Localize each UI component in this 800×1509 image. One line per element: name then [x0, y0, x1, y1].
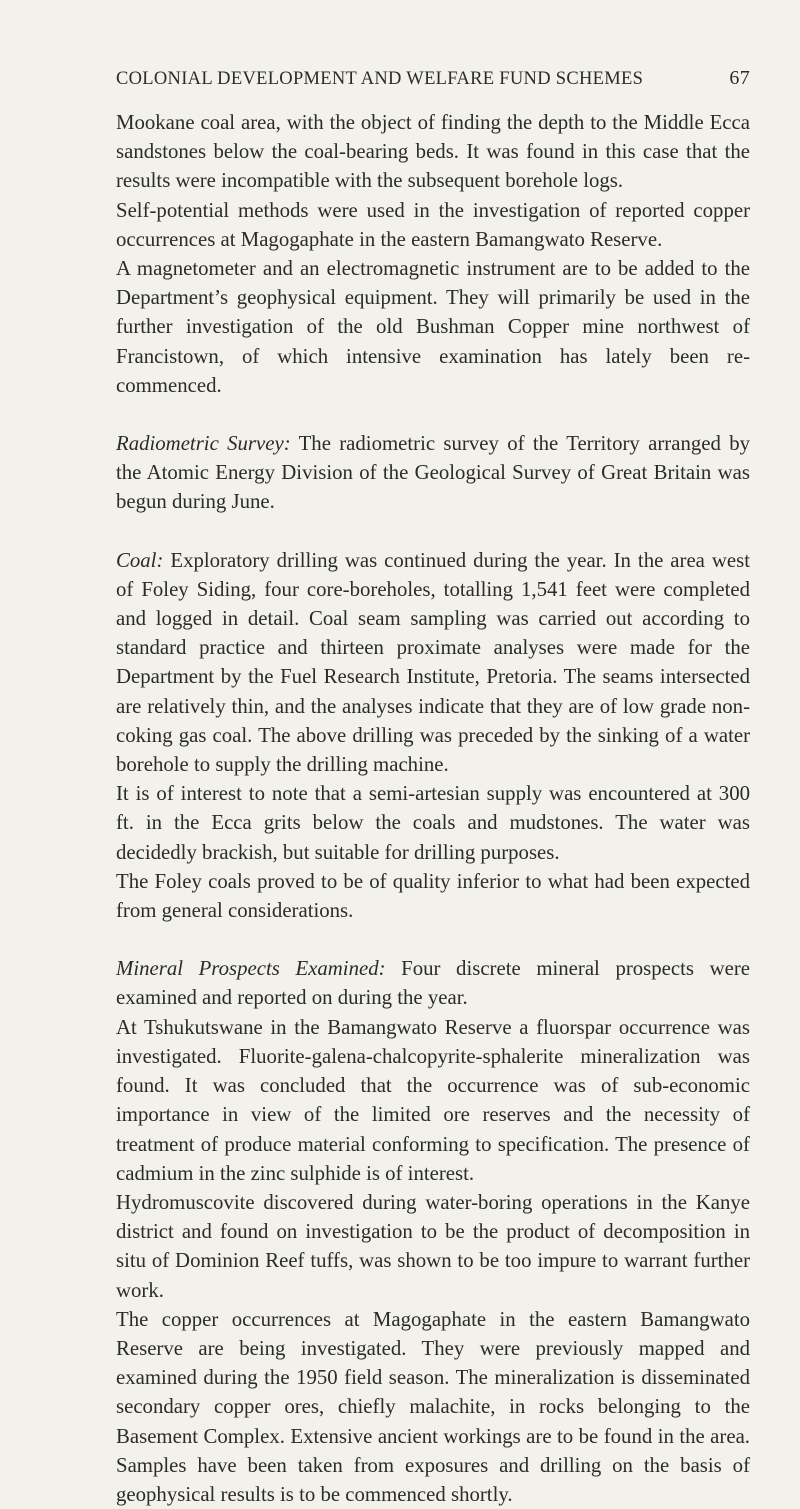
section-minerals	[116, 954, 750, 1509]
paragraph-coal-2: It is of interest to note that a semi-artesian supply was encountered at 300 ft. in the Ecca grits below the coals and mudstones. The water was decidedly brackish, but suitable for drilling purposes.	[116, 782, 750, 864]
paragraph-intro-3: A magnetometer and an electromagnetic instrument are to be added to the Department’s geophysical equipment. They will primarily be used in the further investigation of the old Bushman Copper mine northwest of Francistown, of which intensive examination has lately been re-commenced.	[116, 257, 750, 397]
paragraph-minerals-2: At Tshukutswane in the Bamangwato Reserve a fluorspar occurrence was investigated. Fluorite-galena-chalcopyrite-sphalerite mineralization was found. It was concluded that the occurrence was of sub-economic importance in view of the limited ore reserves and the necessity of treatment of produce material conforming to specification. The presence of cadmium in the zinc sulphide is of interest.	[116, 1015, 750, 1185]
paragraph-coal-3: The Foley coals proved to be of quality inferior to what had been expected from general considerations.	[116, 869, 750, 923]
body-text	[116, 108, 750, 1509]
paragraph-coal-1	[116, 546, 750, 780]
section-coal	[116, 546, 750, 926]
section-heading-minerals: Mineral Prospects Examined:	[116, 957, 386, 981]
section-heading-coal: Coal:	[116, 548, 164, 572]
minerals-text-1: Four discrete mineral prospects were examined and reported on during the year.	[116, 957, 750, 1010]
section-radiometric	[116, 429, 750, 517]
radiometric-text: The radiometric survey of the Territory arranged by the Atomic Energy Division of the Geological Survey of Great Britain was begun during June.	[116, 432, 750, 514]
paragraph-minerals-1	[116, 954, 750, 1012]
page-content	[116, 66, 750, 1509]
running-header	[116, 66, 750, 90]
coal-text-1: Exploratory drilling was continued during the year. In the area west of Foley Siding, four core-boreholes, totalling 1,541 feet were completed and logged in detail. Coal seam sampling was carried out according to standard practice and thirteen proximate analyses were made for the Department by the Fuel Research Institute, Pretoria. The seams intersected are relatively thin, and the analyses indicate that they are of low grade non-coking gas coal. The above drilling was preceded by the sinking of a water borehole to supply the drilling machine.	[116, 548, 751, 777]
paragraph-minerals-4: The copper occurrences at Magogaphate in the eastern Bamangwato Reserve are being investigated. They were previously mapped and examined during the 1950 field season. The mineralization is disseminated secondary copper ores, chiefly malachite, in rocks belonging to the Basement Complex. Extensive ancient workings are to be found in the area. Samples have been taken from exposures and drilling on the basis of geophysical results is to be commenced shortly.	[116, 1307, 750, 1506]
paragraph-minerals-3: Hydromuscovite discovered during water-boring operations in the Kanye district and found on investigation to be the product of decomposition in situ of Dominion Reef tuffs, was shown to be too impure to warrant further work.	[116, 1190, 750, 1302]
page-number: 67	[729, 67, 750, 89]
running-title: COLONIAL DEVELOPMENT AND WELFARE FUND SCHEMES	[116, 69, 644, 89]
paragraph-radiometric-1	[116, 429, 750, 517]
paragraph-intro-2: Self-potential methods were used in the investigation of reported copper occurrences at Magogaphate in the eastern Bamangwato Reserve.	[116, 198, 750, 251]
paragraph-intro-1: Mookane coal area, with the object of finding the depth to the Middle Ecca sandstones below the coal-bearing beds. It was found in this case that the results were incompatible with the subsequent borehole logs.	[116, 111, 750, 193]
section-heading-radiometric: Radiometric Survey:	[116, 432, 291, 456]
